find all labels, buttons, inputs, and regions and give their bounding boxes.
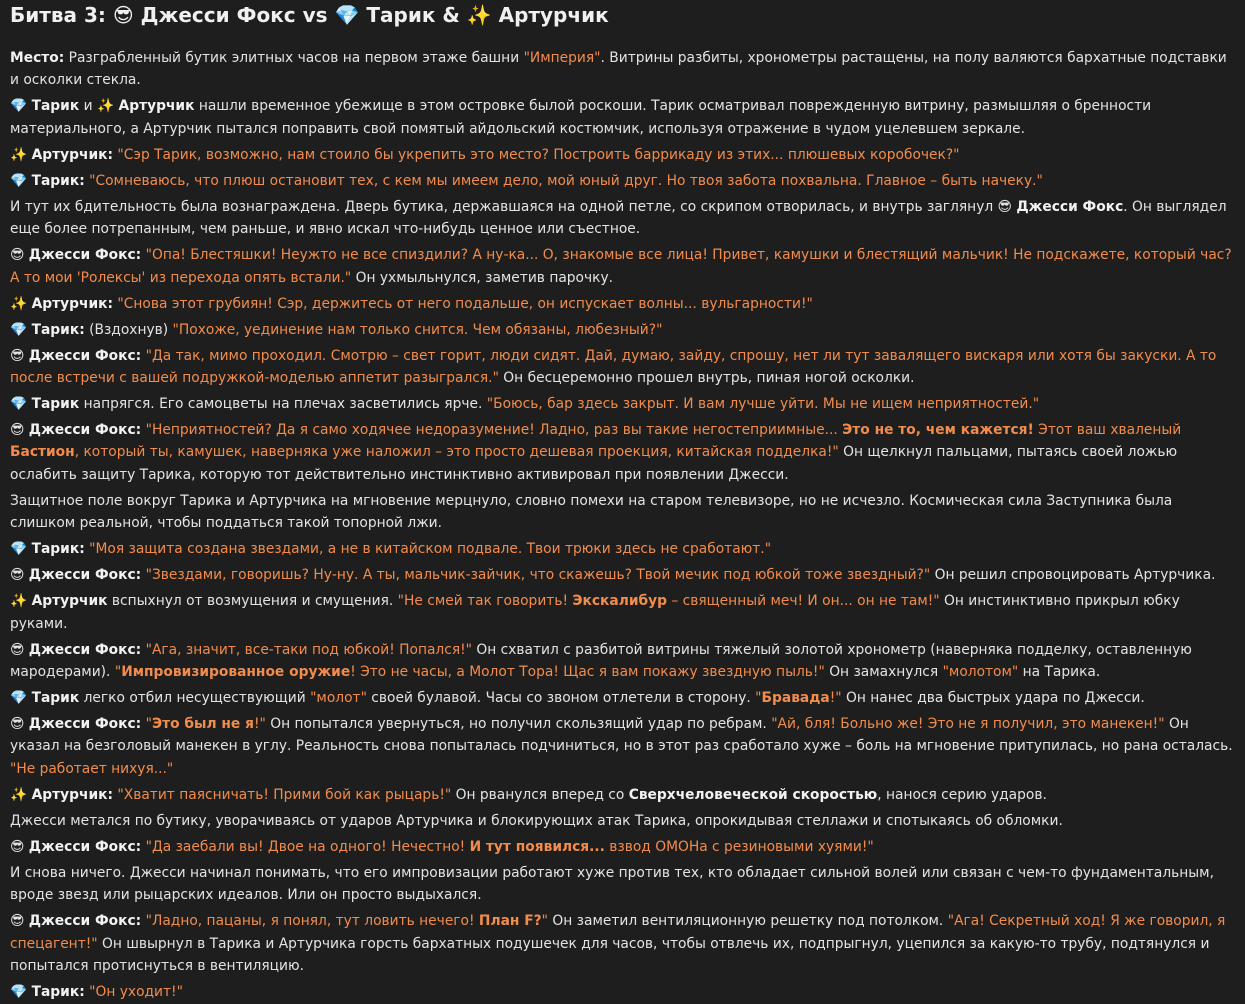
dialogue-quote: "Ай, бля! Больно же! Это не я получил, это манекен!" <box>771 716 1165 733</box>
narration-text: Он ухмыльнулся, заметив парочку. <box>351 269 614 286</box>
narration-text: Он указал на безголовый манекен в углу. Реальность снова попыталась подчиниться, но в этот раз сработало хуже – боль на мгновение притупилась, но рана осталась. <box>10 716 1233 755</box>
dialogue-quote: "молотом" <box>942 664 1019 681</box>
story-paragraph <box>10 590 1233 635</box>
narration-text: легко отбил несуществующий <box>79 690 311 707</box>
story-paragraph <box>10 319 1233 341</box>
narration-text: ✨ <box>10 146 32 163</box>
speaker-name: Джесси Фокс: <box>28 347 142 364</box>
narration-text: Защитное поле вокруг Тарика и Артурчика на мгновение мерцнуло, словно помехи на старом телевизоре, но не исчезло. Космическая сила Заступника была слишком реальной, чтобы поддаться такой топорной лжи. <box>10 492 1173 532</box>
speaker-name: Тарик: <box>31 541 85 558</box>
narration-text: И тут их бдительность была вознаграждена. Дверь бутика, державшаяся на одной петле, со скрипом отворилась, и внутрь заглянул 😎 <box>10 198 1017 215</box>
dialogue-quote: !" <box>829 690 842 707</box>
speaker-name: Джесси Фокс <box>1016 198 1124 215</box>
speaker-name: Тарик <box>31 396 80 413</box>
dialogue-quote: "Он уходит!" <box>89 984 183 1001</box>
speaker-name: Артурчик: <box>31 786 114 803</box>
dialogue-quote: "Сэр Тарик, возможно, нам стоило бы укрепить это место? Построить баррикаду из этих... плюшевых коробочек?" <box>117 146 960 163</box>
narration-text: 💎 <box>10 396 32 413</box>
narration-text: 💎 <box>10 690 32 707</box>
narration-text: 😎 <box>10 716 29 733</box>
story-paragraph <box>10 95 1233 140</box>
dialogue-quote: "Хватит паясничать! Прими бой как рыцарь!" <box>117 786 452 803</box>
dialogue-quote: "молот" <box>310 690 367 707</box>
narration-text: Он схватил с разбитой витрины тяжелый золотой хронометр (наверняка подделку, оставленную мародерами). <box>10 641 1192 681</box>
dialogue-quote: "Ладно, пацаны, я понял, тут ловить нечего! <box>145 913 479 930</box>
story-paragraph <box>10 244 1233 289</box>
narration-text: 💎 <box>10 98 32 115</box>
dialogue-quote: "Похоже, уединение нам только снится. Чем обязаны, любезный?" <box>172 321 663 338</box>
narration-text: . Витрины разбиты, хронометры растащены, на полу валяются бархатные подставки и осколки стекла. <box>10 50 1227 89</box>
story-paragraph <box>10 981 1233 1003</box>
story-paragraph <box>10 345 1233 390</box>
story-paragraph <box>10 47 1233 92</box>
narration-text: нашли временное убежище в этом островке былой роскоши. Тарик осматривал поврежденную витрину, размышляя о бренности материального, а Артурчик пытался поправить свой помятый айдольский костюмчик, используя отражение в чудом уцелевшем зеркале. <box>10 98 1152 137</box>
narration-text: ✨ <box>10 786 32 803</box>
speaker-name: Джесси Фокс: <box>28 422 142 439</box>
dialogue-quote: "Да заебали вы! Двое на одного! Нечестно! <box>145 838 470 855</box>
narration-text: своей булавой. Часы со звоном отлетели в сторону. <box>366 690 756 707</box>
narration-text: 💎 <box>10 321 32 338</box>
dialogue-quote: "Не работает нихуя..." <box>10 760 174 777</box>
narration-text: 😎 <box>10 567 29 584</box>
speaker-name: Джесси Фокс: <box>28 838 142 855</box>
dialogue-quote: "Звездами, говоришь? Ну-ну. А ты, мальчик-зайчик, что скажешь? Твой мечик под юбкой тоже звездный?" <box>145 567 931 584</box>
story-paragraph <box>10 862 1233 907</box>
dialogue-quote: "Да так, мимо проходил. Смотрю – свет горит, люди сидят. Дай, думаю, зайду, спрошу, нет ли тут завалящего вискаря или хотя бы закуски. А то после встречи с вашей подружкой-моделью аппетит разыгрался." <box>10 347 1217 387</box>
dialogue-quote: " <box>541 913 549 930</box>
narration-text: , нанося серию ударов. <box>877 786 1047 803</box>
speaker-name: Джесси Фокс: <box>28 716 142 733</box>
dialogue-emphasis: Бравада <box>761 690 830 707</box>
narration-text: Он решил спровоцировать Артурчика. <box>930 567 1216 584</box>
narration-text: 💎 <box>10 172 32 189</box>
story-paragraph <box>10 293 1233 315</box>
narration-text: Он заметил вентиляционную решетку под потолком. <box>548 913 948 930</box>
story-paragraph <box>10 784 1233 806</box>
narration-text: 😎 <box>10 247 29 264</box>
dialogue-emphasis: Это был не я <box>151 716 254 733</box>
dialogue-emphasis: И тут появился... <box>469 838 605 855</box>
speaker-name: Тарик <box>31 690 80 707</box>
narration-text: 😎 <box>10 641 29 658</box>
speaker-name: Тарик: <box>31 984 85 1001</box>
narration-text: Разграбленный бутик элитных часов на первом этаже башни <box>64 50 524 66</box>
dialogue-emphasis: План F? <box>478 913 542 930</box>
speaker-name: Артурчик <box>31 593 108 610</box>
dialogue-quote: "Неприятностей? Да я само ходячее недоразумение! Ладно, раз вы такие негостеприимные... <box>145 422 843 439</box>
dialogue-quote: "Опа! Блестяшки! Неужто не все спиздили? А ну-ка... О, знакомые все лица! Привет, камушки и блестящий мальчик! Не подскажете, который час? А то мои 'Ролексы' из перехода опять встали." <box>10 247 1232 286</box>
narration-text: 💎 <box>10 984 32 1001</box>
narration-text: 😎 <box>10 347 29 364</box>
speaker-name: Джесси Фокс: <box>28 567 142 584</box>
dialogue-quote: "Боюсь, бар здесь закрыт. И вам лучше уйти. Мы не ищем неприятностей." <box>486 396 1040 413</box>
story-paragraph <box>10 490 1233 535</box>
speaker-name: Джесси Фокс: <box>28 247 142 264</box>
story-paragraph <box>10 836 1233 858</box>
story-paragraph <box>10 393 1233 415</box>
dialogue-quote: "Ага, значит, все-таки под юбкой! Попался!" <box>145 641 473 658</box>
narration-text: ✨ <box>10 593 32 610</box>
dialogue-quote: "Империя" <box>523 50 601 66</box>
story-paragraph <box>10 910 1233 977</box>
speaker-name: Артурчик <box>118 98 195 115</box>
narration-text: И снова ничего. Джесси начинал понимать, что его импровизации работают хуже против тех, кто обладает сильной волей или связан с чем-то фундаментальным, вроде звезд или рыцарских идеалов. Или он просто выдыхался. <box>10 864 1214 904</box>
story-paragraph <box>10 687 1233 709</box>
dialogue-quote: " <box>114 664 122 681</box>
dialogue-quote: "Ага! Секретный ход! Я же говорил, я спецагент!" <box>10 913 1226 952</box>
dialogue-quote: !" <box>253 716 266 733</box>
dialogue-quote: "Снова этот грубиян! Сэр, держитесь от него подальше, он испускает волны... вульгарности!" <box>117 295 813 312</box>
story-paragraph <box>10 419 1233 486</box>
dialogue-quote: "Моя защита создана звездами, а не в китайском подвале. Твои трюки здесь не сработают." <box>89 541 772 558</box>
narration-text: ✨ <box>10 295 32 312</box>
narration-text: Он попытался увернуться, но получил скользящий удар по ребрам. <box>265 716 772 733</box>
speaker-name: Тарик <box>31 98 80 115</box>
dialogue-quote: "Сомневаюсь, что плюш остановит тех, с кем мы имеем дело, мой юный друг. Но твоя забота похвальна. Главное – быть начеку." <box>89 172 1043 189</box>
narration-text: (Вздохнув) <box>84 321 173 338</box>
narration-text: Джесси метался по бутику, уворачиваясь от ударов Артурчика и блокирующих атак Тарика, опрокидывая стеллажи и спотыкаясь об обломки. <box>10 812 1063 829</box>
narration-text: 😎 <box>10 838 29 855</box>
narration-text: . Он выглядел еще более потрепанным, чем раньше, и явно искал что-нибудь ценное или съестное. <box>10 198 1227 238</box>
narration-text: и ✨ <box>79 98 119 115</box>
story-paragraph <box>10 810 1233 832</box>
speaker-name: Джесси Фокс: <box>28 913 142 930</box>
speaker-name: Артурчик: <box>31 295 114 312</box>
battle-title: Битва 3: 😎 Джесси Фокс vs 💎 Тарик & ✨ Артурчик <box>10 3 609 27</box>
narration-text: Он рванулся вперед со <box>451 786 629 803</box>
story-paragraph <box>10 564 1233 586</box>
speaker-name: Место: <box>10 50 65 66</box>
speaker-name: Сверхчеловеческой скоростью <box>628 786 878 803</box>
narration-text: 😎 <box>10 913 29 930</box>
dialogue-emphasis: Бастион <box>10 444 75 461</box>
dialogue-quote: Этот ваш хваленый <box>1033 422 1182 439</box>
dialogue-emphasis: Это не то, чем кажется! <box>842 422 1034 439</box>
narration-text: вспыхнул от возмущения и смущения. <box>107 593 398 610</box>
narration-text: на Тарика. <box>1018 664 1101 681</box>
dialogue-emphasis: Импровизированное оружие <box>121 664 351 681</box>
dialogue-quote: " <box>145 716 152 733</box>
narration-text: Он инстинктивно прикрыл юбку руками. <box>10 593 1180 632</box>
story-paragraph <box>10 538 1233 560</box>
dialogue-quote: взвод ОМОНа с резиновыми хуями!" <box>604 838 874 855</box>
narration-text: Он нанес два быстрых удара по Джесси. <box>841 690 1145 707</box>
story-paragraph <box>10 196 1233 241</box>
narration-text: напрягся. Его самоцветы на плечах засветились ярче. <box>79 396 487 413</box>
speaker-name: Тарик: <box>31 321 85 338</box>
narration-text: Он щелкнул пальцами, пытаясь своей ложью ослабить защиту Тарика, которую тот действительно инстинктивно активировал при появлении Джесси. <box>10 444 1178 483</box>
story-text <box>10 47 1233 1004</box>
speaker-name: Артурчик: <box>31 146 114 163</box>
narration-text: 💎 <box>10 541 32 558</box>
dialogue-quote: " <box>755 690 762 707</box>
story-paragraph <box>10 170 1233 192</box>
story-paragraph <box>10 639 1233 684</box>
dialogue-emphasis: Экскалибур <box>572 593 667 610</box>
story-paragraph <box>10 713 1233 780</box>
narration-text: Он швырнул в Тарика и Артурчика горсть бархатных подушечек для часов, чтобы отвлечь их, подпрыгнул, уцепился за какую-то трубу, подтянулся и попытался протиснуться в вентиляцию. <box>10 935 1210 975</box>
dialogue-quote: , который ты, камушек, наверняка уже наложил – это просто дешевая проекция, китайская подделка!" <box>74 444 839 461</box>
speaker-name: Джесси Фокс: <box>28 641 142 658</box>
dialogue-quote: ! Это не часы, а Молот Тора! Щас я вам покажу звездную пыль!" <box>350 664 825 681</box>
narration-text: Он замахнулся <box>824 664 943 681</box>
dialogue-quote: – священный меч! И он... он не там!" <box>667 593 940 610</box>
narration-text: 😎 <box>10 422 29 439</box>
dialogue-quote: "Не смей так говорить! <box>397 593 573 610</box>
story-paragraph <box>10 144 1233 166</box>
narration-text: Он бесцеремонно прошел внутрь, пиная ногой осколки. <box>498 370 915 387</box>
speaker-name: Тарик: <box>31 172 85 189</box>
